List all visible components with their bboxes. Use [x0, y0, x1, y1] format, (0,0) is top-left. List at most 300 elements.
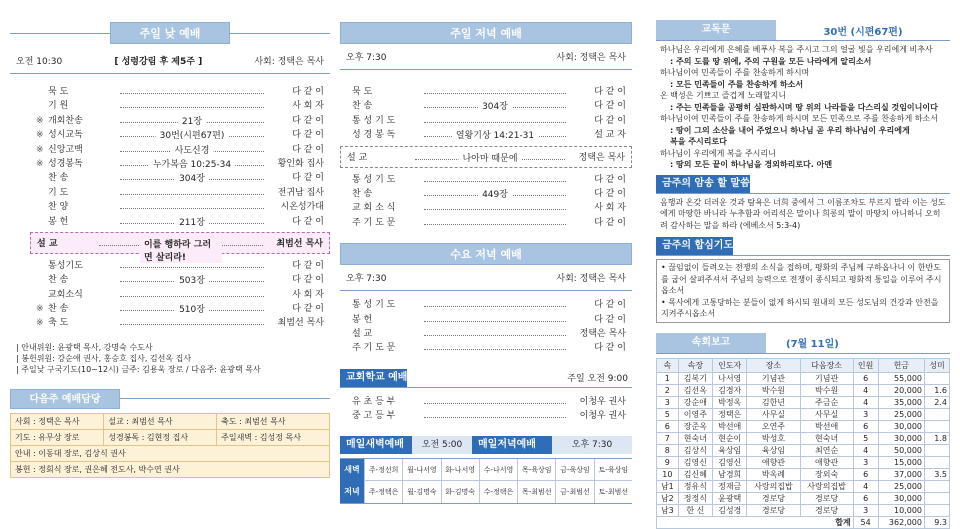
- order-person: 다 같 이: [594, 115, 626, 126]
- evening-time: 오후 7:30: [346, 53, 387, 63]
- report-cell: 4: [853, 396, 878, 408]
- report-cell: 10,000: [878, 504, 924, 516]
- morning-theme: [ 성령강림 후 제5주 ]: [114, 57, 203, 67]
- school-header: [340, 369, 632, 388]
- report-cell: 기념관: [747, 372, 800, 384]
- report-cell: [925, 504, 950, 516]
- report-cell: 남3: [657, 504, 679, 516]
- dot-leader: [120, 305, 264, 316]
- dot-leader: [424, 219, 566, 225]
- order-person: 다 같 이: [292, 304, 324, 315]
- order-label: 봉 헌: [48, 216, 69, 227]
- report-cell: 6: [853, 420, 878, 432]
- order-person: 다 같 이: [292, 144, 324, 155]
- dot-leader: [424, 176, 566, 182]
- order-row: [352, 98, 626, 112]
- order-person: 다 같 이: [292, 173, 324, 184]
- dawn-time: 오전 5:00: [412, 436, 472, 454]
- eve-label: 저녁: [340, 481, 364, 503]
- report-header-cell: 장소: [747, 358, 800, 372]
- eve-day: 금-최범선: [555, 481, 593, 503]
- report-cell: 박수원: [747, 384, 800, 396]
- order-row: [36, 127, 324, 141]
- order-person: 사 회 자: [292, 289, 324, 300]
- report-cell: 7: [657, 432, 679, 444]
- order-person: 이청우 권사: [579, 396, 626, 407]
- reading-response: : 땅이 그의 소산을 내어 주었으니 하나님 곧 우리 하나님이 우리에게: [670, 125, 910, 135]
- evening-order-2: [340, 172, 632, 230]
- order-label: 봉 헌: [352, 314, 373, 325]
- report-cell: 박선애: [800, 420, 853, 432]
- order-label: 신앙고백: [48, 144, 83, 155]
- report-cell: 기념관: [800, 372, 853, 384]
- report-row: [657, 492, 950, 504]
- order-person: 설 교 자: [594, 130, 626, 141]
- order-row: [352, 113, 626, 127]
- report-cell: 1.6: [925, 384, 950, 396]
- order-label: 유 초 등 부: [352, 396, 396, 407]
- order-person: 다 같 이: [292, 115, 324, 126]
- next-week-section: [10, 389, 330, 478]
- dawn-day: 수-나서영: [479, 459, 517, 481]
- dot-leader: [424, 189, 566, 200]
- dawn-title: 매일새벽예배: [340, 436, 412, 454]
- order-row: [352, 186, 626, 200]
- order-label: 찬 송: [352, 101, 373, 112]
- mark: ※: [36, 144, 44, 155]
- report-cell: [925, 480, 950, 492]
- order-row: [36, 142, 324, 156]
- order-row: [352, 84, 626, 98]
- memory-title: 금주의 암송 할 말씀: [656, 175, 750, 193]
- report-cell: 30,000: [878, 432, 924, 444]
- report-cell: 김영신: [678, 456, 712, 468]
- dot-leader: [424, 102, 566, 113]
- order-detail: 304장: [175, 171, 209, 184]
- evening-leader: 사회: 정택은 목사: [556, 53, 626, 63]
- order-label: 찬 송: [352, 188, 373, 199]
- eve-title: 매일저녁예배: [472, 436, 552, 454]
- info-column: [656, 0, 950, 529]
- report-cell: 주금순: [800, 396, 853, 408]
- order-row: [36, 301, 324, 315]
- report-total-amount: 362,000: [878, 516, 924, 528]
- eve-day: 수-정택은: [479, 481, 517, 503]
- sermon-label: 설 교: [37, 239, 58, 250]
- order-row: [352, 340, 626, 354]
- dot-leader: [120, 116, 264, 127]
- order-label: 설 교: [352, 328, 373, 339]
- morning-time: 오전 10:30: [16, 57, 63, 67]
- report-row: [657, 384, 950, 396]
- order-person: 황인화 집사: [277, 158, 324, 169]
- order-label: 축 도: [48, 318, 69, 329]
- dawn-day: 화-나서영: [441, 459, 479, 481]
- report-cell: 6: [853, 492, 878, 504]
- order-person: 다 같 이: [594, 188, 626, 199]
- report-header-cell: 인원: [853, 358, 878, 372]
- morning-subheader: [10, 50, 330, 74]
- order-person: 이청우 권사: [579, 411, 626, 422]
- dawn-day: 토-육상임: [594, 459, 632, 481]
- sermon-preacher: 최범선 목사: [276, 239, 323, 250]
- reading-header: [656, 20, 950, 41]
- report-header-cell: 다음장소: [800, 358, 853, 372]
- mark: ※: [36, 318, 44, 329]
- dot-leader: [424, 330, 566, 336]
- report-row: [657, 444, 950, 456]
- order-row: [36, 185, 324, 199]
- order-row: [352, 127, 626, 141]
- report-row: [657, 432, 950, 444]
- report-cell: 김복기: [678, 372, 712, 384]
- report-cell: 경로당: [747, 492, 800, 504]
- report-cell: 3: [853, 456, 878, 468]
- report-cell: 정재금: [713, 480, 747, 492]
- report-cell: 사랑의집밥: [747, 480, 800, 492]
- dot-leader: [120, 145, 264, 156]
- report-cell: 5: [657, 408, 679, 420]
- report-cell: 1: [657, 372, 679, 384]
- report-row: [657, 504, 950, 516]
- dot-leader: [120, 102, 264, 108]
- report-cell: 15,000: [878, 456, 924, 468]
- school-title: 교회학교 예배: [340, 369, 407, 387]
- report-total-rice: 9.3: [925, 516, 950, 528]
- report-cell: 김영신: [713, 456, 747, 468]
- report-cell: 1.8: [925, 432, 950, 444]
- morning-title: 주일 낮 예배: [110, 22, 230, 44]
- report-table: [656, 358, 950, 529]
- report-cell: 장외숙: [800, 468, 853, 480]
- wednesday-leader: 사회: 정택은 목사: [556, 274, 626, 285]
- order-label: 교회소식: [48, 289, 83, 300]
- order-row: [352, 326, 626, 340]
- report-header-cell: 헌금: [878, 358, 924, 372]
- evening-sermon-dots: [415, 153, 565, 164]
- mark: ※: [36, 115, 44, 126]
- report-cell: 3: [657, 396, 679, 408]
- order-label: 통성기도: [48, 260, 83, 271]
- report-cell: 윤광택: [713, 492, 747, 504]
- order-row: [352, 215, 626, 229]
- report-cell: 30,000: [878, 492, 924, 504]
- report-cell: 김경자: [713, 384, 747, 396]
- eve-day: 화-김명숙: [441, 481, 479, 503]
- order-row: [36, 199, 324, 213]
- order-detail: 30번(시편67편): [156, 128, 229, 141]
- order-person: 전귀남 집사: [277, 187, 324, 198]
- evening-subheader: [340, 44, 632, 70]
- report-cell: 4: [853, 384, 878, 396]
- next-week-cell: 사회 : 정택은 목사: [11, 413, 104, 429]
- dot-leader: [120, 203, 264, 209]
- mark: ※: [36, 130, 44, 141]
- order-detail: 503장: [175, 273, 209, 286]
- dot-leader: [120, 159, 264, 170]
- order-label: 묵 도: [352, 87, 373, 97]
- report-row: [657, 420, 950, 432]
- sunday-morning-column: [10, 0, 330, 478]
- order-row: [352, 200, 626, 214]
- report-cell: 애향관: [800, 456, 853, 468]
- dot-leader: [120, 291, 264, 297]
- order-label: 찬 송: [48, 173, 69, 184]
- next-week-table: [10, 413, 330, 478]
- morning-leader: 사회: 정택은 목사: [254, 57, 324, 67]
- report-header-row: [657, 358, 950, 372]
- report-row: [657, 408, 950, 420]
- order-person: 사 회 자: [292, 101, 324, 112]
- report-row: [657, 396, 950, 408]
- report-cell: 25,000: [878, 480, 924, 492]
- school-time: 주일 오전 9:00: [567, 374, 628, 385]
- report-cell: [925, 492, 950, 504]
- order-detail: 510장: [175, 302, 209, 315]
- note-offering: | 봉헌위원: 강순애 권사, 홍승호 집사, 김선옥 집사: [16, 353, 192, 363]
- report-date: (7월 11일): [786, 339, 839, 350]
- reading-response: : 주는 민족들을 공평히 심판하시며 땅 위의 나라들을 다스리실 것임이니이다: [670, 102, 938, 112]
- dot-leader: [120, 217, 264, 228]
- report-cell: 김한년: [747, 396, 800, 408]
- eve-time: 오후 7:30: [552, 436, 632, 454]
- report-cell: 박수원: [800, 384, 853, 396]
- report-header-cell: 속: [657, 358, 679, 372]
- order-label: 묵 도: [48, 87, 69, 97]
- order-row: [36, 214, 324, 228]
- report-cell: 정택은: [713, 408, 747, 420]
- dot-leader: [424, 412, 566, 418]
- next-week-cell: 안내 : 이동대 장로, 김상식 권사: [11, 445, 330, 461]
- report-cell: 나서영: [713, 372, 747, 384]
- order-person: 정택은 목사: [579, 328, 626, 339]
- reading-line: 하나님이 우리에게 복을 주시리니: [660, 148, 776, 158]
- order-person: 다 같 이: [292, 275, 324, 286]
- daily-header: [340, 436, 632, 454]
- evening-title: 주일 저녁 예배: [340, 22, 632, 44]
- report-cell: 남경희: [713, 468, 747, 480]
- report-cell: [925, 372, 950, 384]
- order-label: 기 원: [48, 101, 69, 112]
- order-detail: 열왕기상 14:21-31: [452, 128, 538, 141]
- mark: ※: [36, 158, 44, 169]
- report-cell: 김선옥: [678, 384, 712, 396]
- dot-leader: [120, 319, 264, 325]
- evening-order: [340, 70, 632, 142]
- report-cell: 20,000: [878, 384, 924, 396]
- report-cell: 35,000: [878, 396, 924, 408]
- report-header: [656, 333, 950, 354]
- order-row: [36, 113, 324, 127]
- report-cell: 육상임: [747, 444, 800, 456]
- report-cell: 남1: [657, 480, 679, 492]
- report-row: [657, 456, 950, 468]
- report-cell: 경로당: [747, 504, 800, 516]
- report-cell: 50,000: [878, 444, 924, 456]
- mark: ※: [36, 304, 44, 315]
- memory-verse: 음행과 온갖 더러운 것과 탐욕은 너희 중에서 그 이름조차도 부르지 말라 이는 성도에게 마땅한 바니라 누추함과 어리석은 말이나 희롱의 말이 마땅치 아니하니 오히려 감사하는 말을 하라 (에베소서 5:3-4): [660, 197, 946, 230]
- prayer-title: 금주의 합심기도: [656, 237, 733, 255]
- dot-leader: [424, 117, 566, 123]
- reading-ref: 30번 (시편67편): [823, 26, 903, 38]
- report-cell: 2: [657, 384, 679, 396]
- order-person: 다 같 이: [292, 87, 324, 97]
- order-person: 다 같 이: [594, 87, 626, 97]
- dawn-row: [340, 459, 632, 481]
- order-person: 다 같 이: [292, 130, 324, 141]
- report-cell: 사무실: [800, 408, 853, 420]
- dot-leader: [120, 131, 264, 142]
- reading-response: : 모든 민족들이 주를 찬송하게 하소서: [670, 79, 804, 89]
- prayer-item-2: • 목사에게 고통당하는 분들이 없게 하시되 원내의 모든 성도님의 건강과 안전을 지켜주시옵소서: [661, 297, 939, 318]
- dot-leader: [424, 131, 566, 142]
- report-cell: 3: [853, 504, 878, 516]
- next-week-row: [11, 461, 330, 477]
- order-row: [36, 170, 324, 184]
- order-label: 교 회 소 식: [352, 203, 396, 214]
- order-person: 사 회 자: [594, 203, 626, 214]
- dot-leader: [120, 189, 264, 195]
- order-label: 개회찬송: [48, 115, 83, 126]
- report-cell: 김상식: [678, 444, 712, 456]
- dot-leader: [120, 174, 264, 185]
- report-cell: 현순이: [713, 432, 747, 444]
- report-header-cell: 속장: [678, 358, 712, 372]
- report-cell: 애향관: [747, 456, 800, 468]
- evening-sermon: [340, 146, 632, 168]
- order-label: 주 기 도 문: [352, 343, 396, 354]
- dawn-day: 주-정선희: [364, 459, 402, 481]
- report-row: [657, 468, 950, 480]
- memory-header: [656, 175, 950, 194]
- report-cell: 4: [853, 480, 878, 492]
- order-row: [36, 84, 324, 98]
- report-cell: 사랑의집밥: [800, 480, 853, 492]
- report-cell: 김신혜: [678, 468, 712, 480]
- order-label: 성시교독: [48, 130, 83, 141]
- morning-header-bar: [10, 22, 330, 44]
- dawn-day: 목-육상임: [517, 459, 555, 481]
- dot-leader: [424, 204, 566, 210]
- report-row: [657, 372, 950, 384]
- report-header-cell: 성미: [925, 358, 950, 372]
- evening-sermon-preacher: 정택은 목사: [578, 153, 625, 164]
- report-cell: 37,000: [878, 468, 924, 480]
- order-person: 다 같 이: [292, 260, 324, 271]
- reading-line: 하나님은 우리에게 은혜를 베푸사 복을 주시고 그의 얼굴 빛을 우리에게 비추사: [660, 45, 933, 54]
- report-cell: 박정옥: [713, 396, 747, 408]
- eve-day: 목-최범선: [517, 481, 555, 503]
- order-row: [352, 394, 626, 408]
- reading-response: : 주의 도를 땅 위에, 주의 구원을 모든 나라에게 알리소서: [670, 56, 872, 66]
- eve-day: 주-정택은: [364, 481, 402, 503]
- report-cell: 9: [657, 456, 679, 468]
- next-week-cell: 설교 : 최범선 목사: [104, 413, 217, 429]
- report-total-row: [657, 516, 950, 528]
- next-week-row: [11, 429, 330, 445]
- dot-leader: [424, 398, 566, 404]
- order-row: [352, 297, 626, 311]
- note-prayer: | 주일낮 구국기도(10~12시) 금주: 김용욱 장로 / 다음주: 윤광택 목사: [16, 364, 261, 374]
- prayer-header: [656, 237, 950, 256]
- report-cell: 8: [657, 444, 679, 456]
- wednesday-title: 수요 저녁 예배: [340, 243, 632, 265]
- report-cell: 박성호: [747, 432, 800, 444]
- order-detail: 211장: [175, 215, 209, 228]
- eve-day: 월-김명숙: [402, 481, 440, 503]
- order-row: [36, 156, 324, 170]
- report-cell: [925, 408, 950, 420]
- dot-leader: [120, 262, 264, 268]
- order-person: 다 같 이: [594, 174, 626, 185]
- report-cell: 6: [657, 420, 679, 432]
- report-cell: 3: [853, 408, 878, 420]
- prayer-item-1: • 끊임없이 들려오는 전쟁의 소식을 접하며, 평화의 주님께 구하옵나니 이 한반도를 굽어 살펴주셔서 주님의 능력으로 전쟁이 종식되고 평화적 통일을 이루어 주시옵소서: [661, 263, 942, 295]
- report-cell: 3.5: [925, 468, 950, 480]
- evening-sermon-title: 나아마 때문에: [458, 151, 521, 164]
- report-cell: 정정식: [678, 492, 712, 504]
- report-cell: 박옥례: [747, 468, 800, 480]
- report-row: [657, 480, 950, 492]
- report-header-cell: 인도자: [713, 358, 747, 372]
- morning-notes: [10, 342, 330, 375]
- responsive-reading: [656, 41, 950, 171]
- report-cell: 4: [853, 444, 878, 456]
- next-week-cell: 성경봉독 : 김현정 집사: [104, 429, 217, 445]
- eve-day: 토-최범선: [594, 481, 632, 503]
- next-week-row: [11, 413, 330, 429]
- dot-leader: [424, 301, 566, 307]
- report-title: 속회보고: [656, 333, 766, 353]
- school-order: [340, 388, 632, 423]
- reading-title: 교독문: [656, 20, 776, 40]
- report-cell: [925, 456, 950, 468]
- report-cell: [925, 444, 950, 456]
- reading-response: : 땅의 모든 끝이 하나님을 경외하리로다. 아멘: [670, 160, 833, 169]
- report-cell: 강순애: [678, 396, 712, 408]
- order-row: [352, 312, 626, 326]
- order-person: 다 같 이: [594, 101, 626, 112]
- order-detail: 449장: [478, 187, 512, 200]
- report-cell: 6: [853, 372, 878, 384]
- order-label: 성 경 봉 독: [352, 130, 396, 141]
- report-cell: 2.4: [925, 396, 950, 408]
- report-cell: 육상임: [713, 444, 747, 456]
- report-cell: 박선애: [713, 420, 747, 432]
- report-cell: 경로당: [800, 492, 853, 504]
- report-cell: 정유식: [678, 480, 712, 492]
- report-cell: 현숙녀: [678, 432, 712, 444]
- report-cell: 현숙녀: [800, 432, 853, 444]
- order-person: 최범선 목사: [277, 318, 324, 329]
- order-row: [36, 272, 324, 286]
- order-row: [352, 408, 626, 422]
- order-label: 찬 양: [48, 202, 69, 213]
- report-total-label: 합계: [657, 516, 854, 528]
- morning-order-2: [10, 258, 330, 330]
- dawn-day: 월-나서영: [402, 459, 440, 481]
- order-row: [36, 287, 324, 301]
- next-week-title: 다음주 예배담당: [10, 389, 120, 409]
- dawn-day: 금-육상임: [555, 459, 593, 481]
- report-cell: 25,000: [878, 408, 924, 420]
- note-ushers: | 안내위원: 윤광택 목사, 강명숙 수도사: [16, 342, 153, 352]
- order-label: 중 고 등 부: [352, 411, 396, 422]
- report-cell: 장준옥: [678, 420, 712, 432]
- order-row: [352, 172, 626, 186]
- sermon-title: 이를 행하라 그러면 살리라!: [140, 237, 222, 263]
- order-row: [36, 98, 324, 112]
